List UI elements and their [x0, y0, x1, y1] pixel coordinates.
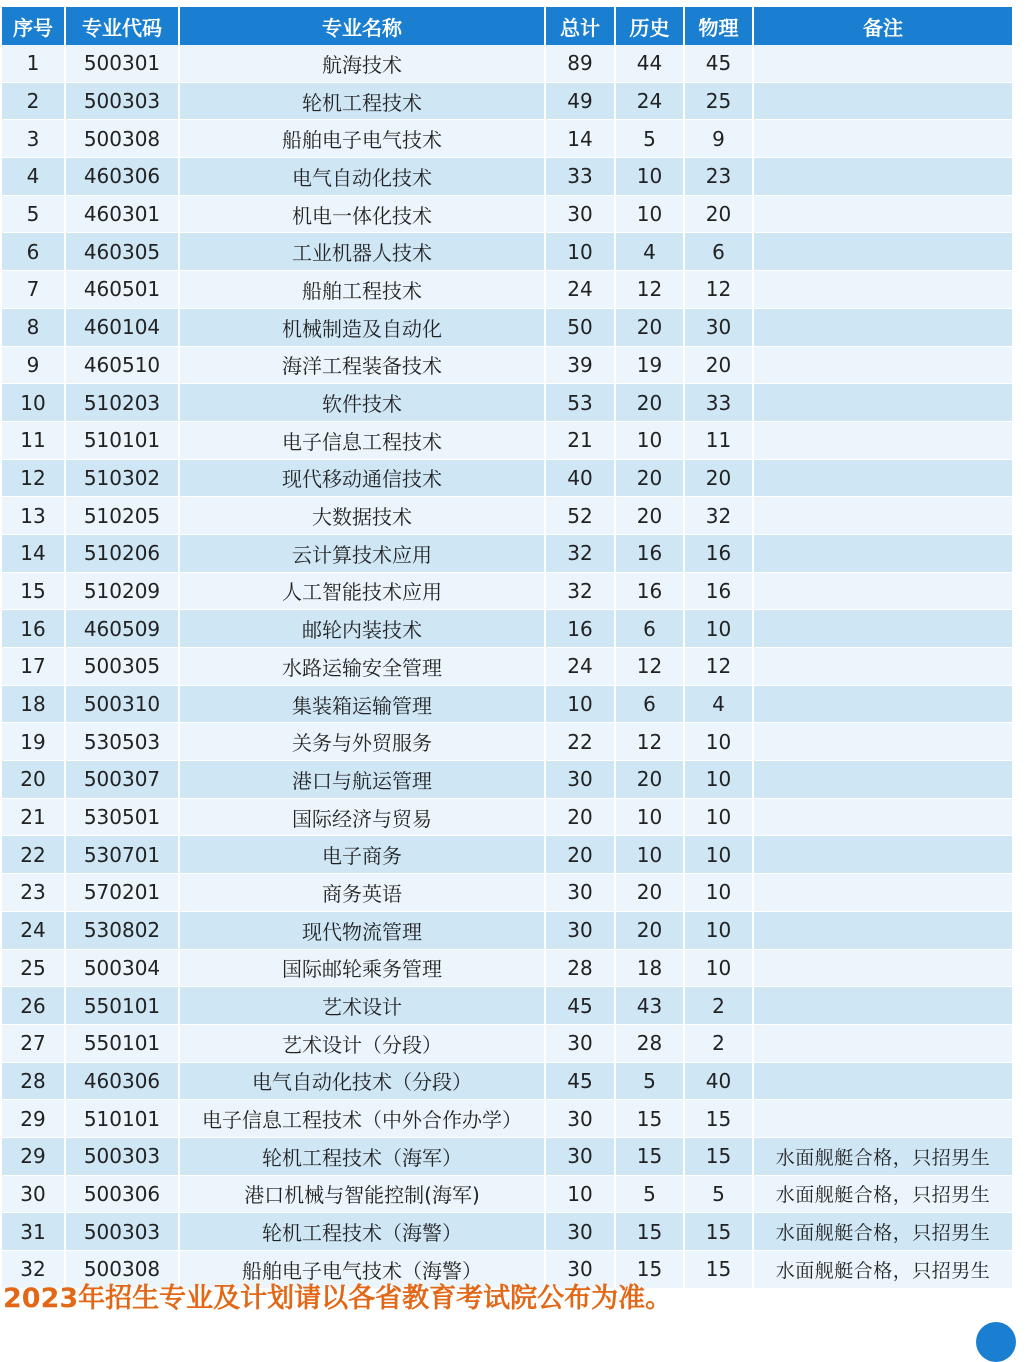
- cell-major-name: 船舶电子电气技术（海警）: [179, 1251, 545, 1289]
- table-row: [2, 346, 1013, 384]
- cell-physics: 25: [684, 82, 753, 120]
- cell-remarks: [753, 911, 1013, 949]
- cell-physics: 23: [684, 158, 753, 196]
- cell-total: 30: [545, 874, 615, 912]
- table-row: [2, 1213, 1013, 1251]
- cell-remarks: [753, 82, 1013, 120]
- cell-major-name: 机械制造及自动化: [179, 308, 545, 346]
- cell-major-code: 460510: [65, 346, 179, 384]
- cell-index: 6: [2, 233, 65, 271]
- cell-index: 11: [2, 421, 65, 459]
- cell-physics: 45: [684, 45, 753, 82]
- cell-index: 29: [2, 1100, 65, 1138]
- cell-history: 20: [615, 911, 684, 949]
- cell-total: 10: [545, 685, 615, 723]
- cell-physics: 12: [684, 648, 753, 686]
- cell-major-name: 电子信息工程技术: [179, 421, 545, 459]
- cell-history: 18: [615, 949, 684, 987]
- header-total: 总计: [545, 7, 615, 45]
- cell-history: 20: [615, 874, 684, 912]
- cell-major-code: 460104: [65, 308, 179, 346]
- cell-major-code: 500306: [65, 1175, 179, 1213]
- header-major-name: 专业名称: [179, 7, 545, 45]
- cell-total: 30: [545, 1251, 615, 1289]
- cell-physics: 15: [684, 1100, 753, 1138]
- cell-total: 30: [545, 911, 615, 949]
- cell-physics: 30: [684, 308, 753, 346]
- cell-major-name: 国际经济与贸易: [179, 798, 545, 836]
- cell-total: 24: [545, 271, 615, 309]
- table-row: [2, 1062, 1013, 1100]
- cell-history: 5: [615, 120, 684, 158]
- cell-remarks: [753, 1100, 1013, 1138]
- header-major-code: 专业代码: [65, 7, 179, 45]
- cell-history: 15: [615, 1137, 684, 1175]
- cell-history: 16: [615, 534, 684, 572]
- cell-major-code: 510205: [65, 497, 179, 535]
- table-row: [2, 384, 1013, 422]
- cell-total: 16: [545, 610, 615, 648]
- cell-total: 39: [545, 346, 615, 384]
- cell-total: 20: [545, 798, 615, 836]
- cell-major-name: 艺术设计（分段）: [179, 1024, 545, 1062]
- cell-major-code: 530701: [65, 836, 179, 874]
- cell-history: 20: [615, 497, 684, 535]
- cell-total: 32: [545, 572, 615, 610]
- cell-major-code: 550101: [65, 987, 179, 1025]
- cell-index: 13: [2, 497, 65, 535]
- cell-index: 10: [2, 384, 65, 422]
- cell-total: 20: [545, 836, 615, 874]
- table-row: [2, 874, 1013, 912]
- cell-major-name: 电气自动化技术（分段）: [179, 1062, 545, 1100]
- cell-physics: 11: [684, 421, 753, 459]
- cell-history: 20: [615, 308, 684, 346]
- cell-major-code: 500304: [65, 949, 179, 987]
- cell-index: 5: [2, 195, 65, 233]
- cell-major-code: 500303: [65, 82, 179, 120]
- cell-major-code: 460306: [65, 1062, 179, 1100]
- cell-history: 10: [615, 836, 684, 874]
- cell-remarks: [753, 421, 1013, 459]
- table-body: [2, 45, 1013, 1288]
- cell-remarks: [753, 610, 1013, 648]
- cell-major-name: 云计算技术应用: [179, 534, 545, 572]
- cell-history: 20: [615, 384, 684, 422]
- cell-major-name: 集装箱运输管理: [179, 685, 545, 723]
- cell-index: 26: [2, 987, 65, 1025]
- cell-major-code: 460301: [65, 195, 179, 233]
- cell-physics: 33: [684, 384, 753, 422]
- cell-physics: 10: [684, 836, 753, 874]
- header-remarks: 备注: [753, 7, 1013, 45]
- cell-history: 28: [615, 1024, 684, 1062]
- cell-physics: 10: [684, 761, 753, 799]
- table-row: [2, 534, 1013, 572]
- cell-index: 8: [2, 308, 65, 346]
- cell-history: 12: [615, 648, 684, 686]
- cell-history: 16: [615, 572, 684, 610]
- cell-total: 22: [545, 723, 615, 761]
- cell-index: 22: [2, 836, 65, 874]
- table-row: [2, 308, 1013, 346]
- cell-history: 10: [615, 158, 684, 196]
- cell-major-name: 港口机械与智能控制(海军): [179, 1175, 545, 1213]
- cell-major-name: 轮机工程技术（海军）: [179, 1137, 545, 1175]
- cell-physics: 10: [684, 798, 753, 836]
- cell-index: 30: [2, 1175, 65, 1213]
- table-row: [2, 949, 1013, 987]
- cell-physics: 15: [684, 1251, 753, 1289]
- cell-index: 21: [2, 798, 65, 836]
- table-row: [2, 648, 1013, 686]
- cell-major-code: 500303: [65, 1137, 179, 1175]
- cell-history: 12: [615, 271, 684, 309]
- cell-history: 4: [615, 233, 684, 271]
- cell-total: 50: [545, 308, 615, 346]
- cell-total: 24: [545, 648, 615, 686]
- table-row: [2, 798, 1013, 836]
- cell-physics: 20: [684, 459, 753, 497]
- cell-major-name: 商务英语: [179, 874, 545, 912]
- cell-major-code: 500308: [65, 120, 179, 158]
- cell-history: 6: [615, 685, 684, 723]
- cell-physics: 10: [684, 949, 753, 987]
- cell-remarks: 水面舰艇合格，只招男生: [753, 1175, 1013, 1213]
- cell-major-name: 艺术设计: [179, 987, 545, 1025]
- cell-total: 30: [545, 1100, 615, 1138]
- cell-major-name: 水路运输安全管理: [179, 648, 545, 686]
- cell-remarks: [753, 798, 1013, 836]
- cell-remarks: [753, 648, 1013, 686]
- cell-index: 4: [2, 158, 65, 196]
- cell-major-name: 航海技术: [179, 45, 545, 82]
- table-row: [2, 120, 1013, 158]
- cell-total: 30: [545, 1024, 615, 1062]
- cell-index: 16: [2, 610, 65, 648]
- cell-total: 30: [545, 1213, 615, 1251]
- cell-physics: 10: [684, 610, 753, 648]
- cell-major-code: 510203: [65, 384, 179, 422]
- cell-major-name: 现代移动通信技术: [179, 459, 545, 497]
- cell-physics: 20: [684, 195, 753, 233]
- cell-total: 89: [545, 45, 615, 82]
- cell-physics: 5: [684, 1175, 753, 1213]
- cell-physics: 2: [684, 987, 753, 1025]
- cell-remarks: [753, 459, 1013, 497]
- cell-history: 15: [615, 1100, 684, 1138]
- cell-major-name: 邮轮内装技术: [179, 610, 545, 648]
- cell-remarks: [753, 685, 1013, 723]
- cell-index: 7: [2, 271, 65, 309]
- cell-history: 5: [615, 1062, 684, 1100]
- cell-index: 25: [2, 949, 65, 987]
- footnote-notice: 2023年招生专业及计划请以各省教育考试院公布为准。: [3, 1283, 673, 1314]
- cell-index: 19: [2, 723, 65, 761]
- table-header-row: [2, 7, 1013, 45]
- table-row: [2, 1100, 1013, 1138]
- cell-total: 21: [545, 421, 615, 459]
- cell-remarks: [753, 233, 1013, 271]
- cell-major-name: 大数据技术: [179, 497, 545, 535]
- cell-total: 40: [545, 459, 615, 497]
- enrollment-plan-table: [2, 7, 1014, 1289]
- cell-major-code: 510101: [65, 1100, 179, 1138]
- cell-index: 9: [2, 346, 65, 384]
- cell-remarks: [753, 120, 1013, 158]
- cell-remarks: 水面舰艇合格，只招男生: [753, 1137, 1013, 1175]
- cell-major-code: 500301: [65, 45, 179, 82]
- cell-history: 12: [615, 723, 684, 761]
- cell-major-name: 港口与航运管理: [179, 761, 545, 799]
- cell-major-name: 国际邮轮乘务管理: [179, 949, 545, 987]
- table-row: [2, 836, 1013, 874]
- cell-major-name: 船舶电子电气技术: [179, 120, 545, 158]
- cell-total: 30: [545, 1137, 615, 1175]
- cell-remarks: [753, 271, 1013, 309]
- cell-major-name: 软件技术: [179, 384, 545, 422]
- cell-total: 53: [545, 384, 615, 422]
- corner-circle-icon: [976, 1322, 1016, 1362]
- cell-index: 15: [2, 572, 65, 610]
- cell-major-code: 530503: [65, 723, 179, 761]
- cell-physics: 15: [684, 1213, 753, 1251]
- cell-major-code: 530501: [65, 798, 179, 836]
- cell-index: 18: [2, 685, 65, 723]
- cell-history: 15: [615, 1213, 684, 1251]
- table-row: [2, 233, 1013, 271]
- table-row: [2, 911, 1013, 949]
- cell-index: 24: [2, 911, 65, 949]
- cell-physics: 16: [684, 534, 753, 572]
- cell-physics: 15: [684, 1137, 753, 1175]
- cell-index: 31: [2, 1213, 65, 1251]
- cell-total: 33: [545, 158, 615, 196]
- cell-index: 17: [2, 648, 65, 686]
- cell-major-code: 460509: [65, 610, 179, 648]
- table-row: [2, 45, 1013, 82]
- table-row: [2, 685, 1013, 723]
- cell-major-name: 现代物流管理: [179, 911, 545, 949]
- table-row: [2, 421, 1013, 459]
- cell-total: 45: [545, 987, 615, 1025]
- cell-history: 10: [615, 421, 684, 459]
- table-row: [2, 82, 1013, 120]
- cell-major-name: 工业机器人技术: [179, 233, 545, 271]
- cell-physics: 40: [684, 1062, 753, 1100]
- cell-total: 28: [545, 949, 615, 987]
- cell-history: 6: [615, 610, 684, 648]
- cell-major-name: 机电一体化技术: [179, 195, 545, 233]
- cell-total: 49: [545, 82, 615, 120]
- cell-major-code: 510302: [65, 459, 179, 497]
- cell-major-code: 550101: [65, 1024, 179, 1062]
- cell-physics: 10: [684, 723, 753, 761]
- cell-major-code: 510206: [65, 534, 179, 572]
- cell-physics: 20: [684, 346, 753, 384]
- cell-remarks: [753, 874, 1013, 912]
- cell-physics: 9: [684, 120, 753, 158]
- cell-major-name: 关务与外贸服务: [179, 723, 545, 761]
- cell-physics: 2: [684, 1024, 753, 1062]
- cell-history: 43: [615, 987, 684, 1025]
- cell-major-name: 轮机工程技术: [179, 82, 545, 120]
- cell-remarks: [753, 195, 1013, 233]
- table-row: [2, 459, 1013, 497]
- cell-remarks: [753, 45, 1013, 82]
- table-row: [2, 1137, 1013, 1175]
- cell-history: 10: [615, 195, 684, 233]
- cell-index: 23: [2, 874, 65, 912]
- cell-remarks: [753, 534, 1013, 572]
- cell-total: 30: [545, 195, 615, 233]
- cell-total: 52: [545, 497, 615, 535]
- cell-history: 5: [615, 1175, 684, 1213]
- cell-major-name: 电子信息工程技术（中外合作办学）: [179, 1100, 545, 1138]
- cell-index: 29: [2, 1137, 65, 1175]
- table-row: [2, 497, 1013, 535]
- cell-remarks: 水面舰艇合格，只招男生: [753, 1251, 1013, 1289]
- cell-physics: 6: [684, 233, 753, 271]
- cell-history: 24: [615, 82, 684, 120]
- cell-remarks: [753, 346, 1013, 384]
- table-row: [2, 158, 1013, 196]
- cell-index: 32: [2, 1251, 65, 1289]
- cell-index: 14: [2, 534, 65, 572]
- cell-major-name: 海洋工程装备技术: [179, 346, 545, 384]
- cell-major-name: 人工智能技术应用: [179, 572, 545, 610]
- cell-remarks: [753, 308, 1013, 346]
- table-row: [2, 271, 1013, 309]
- cell-history: 44: [615, 45, 684, 82]
- cell-index: 3: [2, 120, 65, 158]
- cell-remarks: 水面舰艇合格，只招男生: [753, 1213, 1013, 1251]
- cell-index: 27: [2, 1024, 65, 1062]
- table-row: [2, 987, 1013, 1025]
- cell-major-code: 500310: [65, 685, 179, 723]
- cell-total: 10: [545, 233, 615, 271]
- cell-physics: 16: [684, 572, 753, 610]
- cell-history: 15: [615, 1251, 684, 1289]
- cell-major-code: 500305: [65, 648, 179, 686]
- cell-remarks: [753, 1062, 1013, 1100]
- cell-major-code: 460501: [65, 271, 179, 309]
- table-row: [2, 723, 1013, 761]
- header-index: 序号: [2, 7, 65, 45]
- cell-major-code: 500307: [65, 761, 179, 799]
- cell-index: 28: [2, 1062, 65, 1100]
- cell-major-name: 电气自动化技术: [179, 158, 545, 196]
- cell-remarks: [753, 572, 1013, 610]
- cell-physics: 10: [684, 874, 753, 912]
- cell-index: 1: [2, 45, 65, 82]
- cell-major-code: 460305: [65, 233, 179, 271]
- cell-history: 20: [615, 761, 684, 799]
- cell-remarks: [753, 836, 1013, 874]
- cell-total: 45: [545, 1062, 615, 1100]
- cell-history: 20: [615, 459, 684, 497]
- cell-total: 10: [545, 1175, 615, 1213]
- cell-index: 20: [2, 761, 65, 799]
- cell-major-code: 500308: [65, 1251, 179, 1289]
- cell-remarks: [753, 723, 1013, 761]
- cell-remarks: [753, 987, 1013, 1025]
- table-row: [2, 1175, 1013, 1213]
- cell-history: 19: [615, 346, 684, 384]
- header-physics: 物理: [684, 7, 753, 45]
- cell-remarks: [753, 158, 1013, 196]
- cell-index: 2: [2, 82, 65, 120]
- table-row: [2, 195, 1013, 233]
- cell-index: 12: [2, 459, 65, 497]
- cell-remarks: [753, 384, 1013, 422]
- cell-remarks: [753, 761, 1013, 799]
- cell-major-code: 510101: [65, 421, 179, 459]
- cell-major-name: 电子商务: [179, 836, 545, 874]
- table-row: [2, 1024, 1013, 1062]
- cell-remarks: [753, 1024, 1013, 1062]
- cell-major-name: 轮机工程技术（海警）: [179, 1213, 545, 1251]
- cell-physics: 12: [684, 271, 753, 309]
- cell-physics: 10: [684, 911, 753, 949]
- cell-remarks: [753, 949, 1013, 987]
- header-history: 历史: [615, 7, 684, 45]
- cell-remarks: [753, 497, 1013, 535]
- enrollment-plan-table-container: [2, 7, 1013, 1289]
- table-row: [2, 761, 1013, 799]
- cell-major-code: 500303: [65, 1213, 179, 1251]
- cell-physics: 4: [684, 685, 753, 723]
- cell-major-code: 510209: [65, 572, 179, 610]
- table-row: [2, 572, 1013, 610]
- cell-major-name: 船舶工程技术: [179, 271, 545, 309]
- cell-total: 32: [545, 534, 615, 572]
- cell-major-code: 530802: [65, 911, 179, 949]
- cell-history: 10: [615, 798, 684, 836]
- cell-total: 14: [545, 120, 615, 158]
- cell-total: 30: [545, 761, 615, 799]
- cell-major-code: 570201: [65, 874, 179, 912]
- table-row: [2, 610, 1013, 648]
- cell-major-code: 460306: [65, 158, 179, 196]
- cell-physics: 32: [684, 497, 753, 535]
